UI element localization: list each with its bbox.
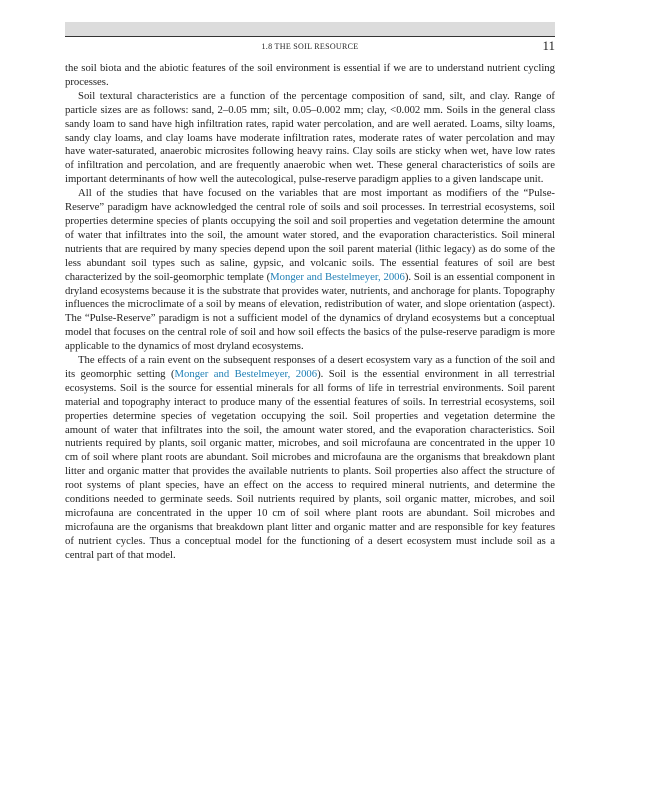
- paragraph-3-text-a: All of the studies that have focused on the variables that are most important as modifiers of the “Pulse-Reserve” paradigm have acknowledged the central role of soils and soil processes. In terrestrial ecosystems, soil properties determine species of plants occupying the soil and soil properties and vegetation determine the amount of water that infiltrates into the soil, the amount water stored, and the evaporation characteristics. Soil mineral nutrients that are required by many species depend upon the soil parent material (lithic legacy) as do some of the less abundant soil types such as saline, gypsic, and volcanic soils. The essential features of soil are best characterized by the soil-geomorphic template (: [65, 187, 555, 283]
- citation-link[interactable]: Monger and Bestelmeyer, 2006: [174, 367, 318, 380]
- paragraph-1: the soil biota and the abiotic features of the soil environment is essential if we are to understand nutrient cycling processes.: [65, 62, 555, 88]
- paragraph-4-text-b: ). Soil is the essential environment in all terrestrial ecosystems. Soil is the source for essential minerals for all forms of life in terrestrial environments. Soil parent material and topography interact to produce many of the essential features of soils. In terrestrial ecosystems, soil properties determine species of vegetation occupying the soil. Soil properties and vegetation determine the amount of water that infiltrates into the soil, the amount water stored, and the evaporation characteristics. Soil nutrients required by plants, soil organic matter, microbes, and soil microfauna are concentrated in the upper 10 cm of soil where plant roots are abundant. Soil microbes and microfauna are the organisms that breakdown plant litter and organic matter that provides the available nutrients to plants. Soil properties also affect the structure of root systems of plant species, have an effect on the access to required mineral nutrients, and determine the conditions needed to germinate seeds. Soil nutrients required by plants, soil organic matter, microbes, and soil microfauna are concentrated in the upper 10 cm of soil where plant roots are abundant. Soil microbes and microfauna are the organisms that breakdown plant litter and organic matter and are responsible for key features of nutrient cycles. Thus a conceptual model for the functioning of a desert ecosystem must include soil as a central part of that model.: [65, 367, 555, 561]
- top-bar: [65, 22, 555, 36]
- page-number: 11: [542, 38, 555, 53]
- paragraph-3: [65, 187, 555, 354]
- paragraph-3-text-b: ). Soil is an essential component in dryland ecosystems because it is the substrate that provides water, nutrients, and anchorage for plants. Topography influences the microclimate of a soil by means of elevation, redistribution of water, and slope orientation (aspect). The “Pulse-Reserve” paradigm is not a sufficient model of the dynamics of dryland ecosystems but a conceptual model that focuses on the central role of soil and how soil effects the basics of the pulse-reserve paradigm is more applicable to the dynamics of most dryland ecosystems.: [65, 270, 555, 353]
- paragraph-2: Soil textural characteristics are a function of the percentage composition of sand, silt, and clay. Range of particle sizes are as follows: sand, 2–0.05 mm; silt, 0.05–0.002 mm; clay, <0.002 mm. Soils in the general class sandy loam to sand have high infiltration rates, rapid water percolation, and are well aerated. Loams, silty loams, sandy clay loams, and clay loams have moderate infiltration rates, moderate rates of water percolation and may have water-saturated, anaerobic microsites following heavy rains. Clay soils are sticky when wet, have low rates of infiltration and percolation, and are frequently anaerobic when wet. These general characteristics of soils are important determinants of how well the autecological, pulse-reserve paradigm applies to a given landscape unit.: [65, 89, 555, 186]
- citation-link[interactable]: Monger and Bestelmeyer, 2006: [270, 270, 405, 283]
- body-text: [65, 62, 555, 563]
- paragraph-4-text-a: The effects of a rain event on the subsequent responses of a desert ecosystem vary as a function of the soil and its geomorphic setting (: [65, 354, 555, 380]
- paragraph-4: [65, 354, 555, 563]
- running-title: 1.8 THE SOIL RESOURCE: [261, 42, 359, 51]
- page-header: [65, 36, 555, 55]
